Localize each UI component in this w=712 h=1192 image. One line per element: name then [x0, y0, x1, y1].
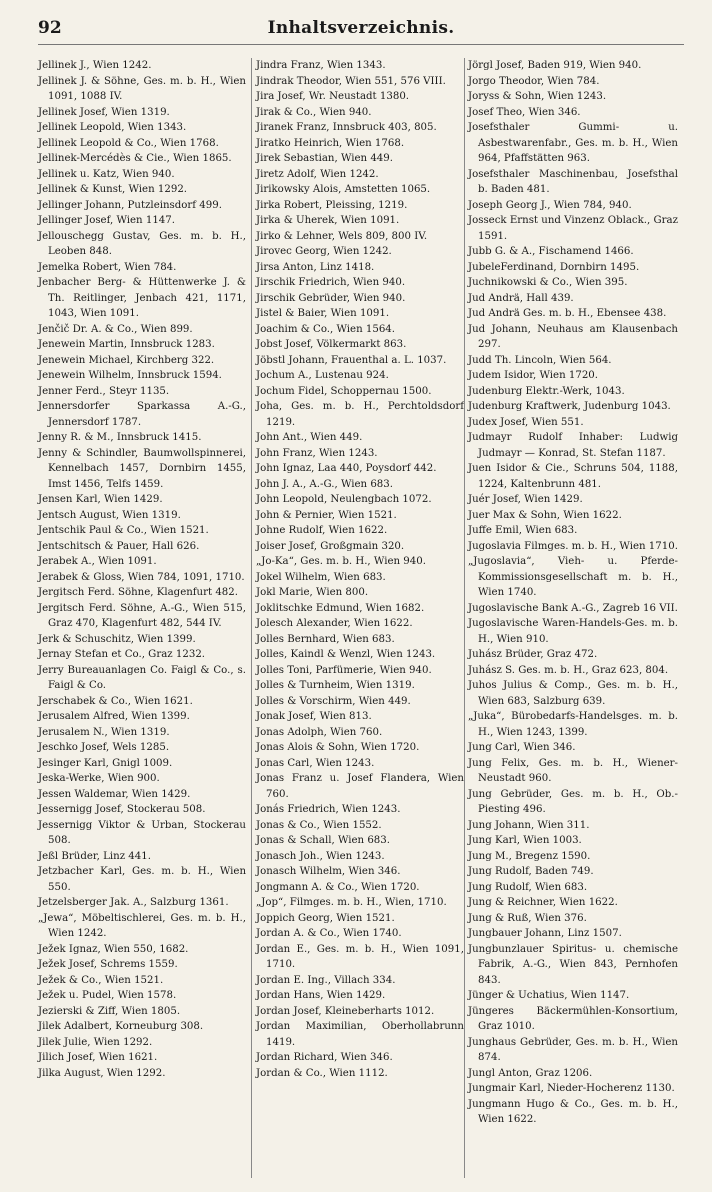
index-entry: Jenewein Wilhelm, Innsbruck 1594. [38, 370, 222, 381]
index-entry: Jung & Reichner, Wien 1622. [468, 897, 618, 908]
index-entry: Jöbstl Johann, Frauenthal a. L. 1037. [256, 354, 447, 366]
index-entry: Jindra Franz, Wien 1343. [256, 60, 386, 71]
column-divider [251, 58, 252, 1178]
index-entry: Jellinek Leopold, Wien 1343. [38, 122, 187, 133]
index-entry: „Jop“, Filmges. m. b. H., Wien, 1710. [256, 897, 447, 908]
index-entry: Jellinek Leopold & Co., Wien 1768. [38, 137, 219, 149]
index-entry: Jonasch Wilhelm, Wien 346. [256, 866, 401, 877]
index-entry: Jung & Ruß, Wien 376. [468, 912, 587, 924]
index-entry: John J. A., A.-G., Wien 683. [256, 478, 394, 490]
index-entry: Jirka & Uherek, Wien 1091. [256, 215, 400, 226]
index-entry: Jobst Josef, Völkermarkt 863. [256, 339, 407, 350]
index-entry: Jonas Adolph, Wien 760. [256, 726, 383, 738]
index-entry: Jolesch Alexander, Wien 1622. [256, 618, 413, 629]
index-entry: Jerk & Schuschitz, Wien 1399. [38, 633, 196, 645]
index-entry: Jirschik Friedrich, Wien 940. [256, 277, 406, 288]
index-entry: Jesinger Karl, Gnigl 1009. [38, 757, 173, 769]
index-entry: Jerry Bureauanlagen Co. Faigl & Co., s. Faigl & Co. [38, 664, 250, 691]
index-entry: Jochum Fidel, Schoppernau 1500. [256, 385, 432, 397]
index-entry: Jordan A. & Co., Wien 1740. [256, 928, 402, 939]
index-entry: Joachim & Co., Wien 1564. [256, 323, 396, 335]
index-entry: Jenewein Martin, Innsbruck 1283. [38, 339, 215, 350]
index-entry: Jergitsch Ferd. Söhne, Klagenfurt 482. [38, 587, 239, 598]
index-entry: Joiser Josef, Großgmain 320. [256, 540, 405, 552]
index-entry: Jung Gebrüder, Ges. m. b. H., Ob.-Piesting 496. [468, 788, 678, 815]
index-entry: Jindrak Theodor, Wien 551, 576 VIII. [256, 75, 446, 87]
index-entry: Jung Carl, Wien 346. [468, 742, 576, 753]
index-entry: Juhász S. Ges. m. b. H., Graz 623, 804. [468, 664, 669, 676]
index-entry: Joseph Georg J., Wien 784, 940. [468, 199, 632, 211]
index-entry: Jung Karl, Wien 1003. [468, 835, 582, 846]
index-entry: Judmayr Rudolf Inhaber: Ludwig Judmayr — Konrad, St. Stefan 1187. [468, 432, 682, 459]
index-entry: Jung Rudolf, Wien 683. [468, 881, 588, 893]
index-entry: John Franz, Wien 1243. [256, 447, 378, 459]
index-entry: John Leopold, Neulengbach 1072. [256, 494, 432, 505]
index-entry: Jemelka Robert, Wien 784. [38, 261, 177, 273]
index-entry: Jellinger Josef, Wien 1147. [38, 215, 176, 226]
index-entry: Jirek Sebastian, Wien 449. [256, 153, 394, 164]
index-entry: Jiranek Franz, Innsbruck 403, 805. [256, 122, 437, 133]
index-entry: Jordan E., Ges. m. b. H., Wien 1091, 1710. [256, 943, 468, 970]
index-entry: Judenburg Kraftwerk, Judenburg 1043. [468, 401, 671, 412]
index-entry: Jessernigg Josef, Stockerau 508. [38, 804, 206, 815]
index-entry: Ježek Josef, Schrems 1559. [38, 959, 178, 970]
index-entry: Jenny & Schindler, Baumwollspinnerei, Kennelbach 1457, Dornbirn 1455, Imst 1456, Telfs 1459. [38, 447, 250, 490]
index-entry: Josef Theo, Wien 346. [468, 106, 581, 118]
index-entry: Jüngeres Bäckermühlen-Konsortium, Graz 1010. [468, 1005, 682, 1032]
index-entry: Jungmair Karl, Nieder-Hocherenz 1130. [468, 1083, 675, 1094]
index-entry: Jung Felix, Ges. m. b. H., Wiener-Neustadt 960. [468, 757, 678, 784]
index-column-2 [256, 58, 468, 1178]
page-title: Inhaltsverzeichnis. [267, 18, 455, 38]
index-entry: Jenewein Michael, Kirchberg 322. [38, 354, 215, 366]
index-entry: Jiratko Heinrich, Wien 1768. [256, 137, 405, 149]
index-entry: Ježek Ignaz, Wien 550, 1682. [38, 943, 189, 955]
index-entry: Jörgl Josef, Baden 919, Wien 940. [468, 60, 642, 71]
index-entry: Jensen Karl, Wien 1429. [38, 494, 163, 505]
index-entry: Jolles & Turnheim, Wien 1319. [256, 680, 415, 691]
index-entry: Jenny R. & M., Innsbruck 1415. [38, 432, 202, 443]
index-entry: Jirka Robert, Pleissing, 1219. [256, 199, 408, 211]
index-entry: Jilek Julie, Wien 1292. [38, 1036, 153, 1048]
index-entry: Joha, Ges. m. b. H., Perchtoldsdorf 1219. [256, 401, 468, 428]
index-entry: Jerabek & Gloss, Wien 784, 1091, 1710. [38, 571, 245, 583]
index-entry: Jonás Friedrich, Wien 1243. [256, 804, 401, 815]
index-entry: Jellinek J., Wien 1242. [38, 60, 152, 71]
index-entry: Jellouschegg Gustav, Ges. m. b. H., Leoben 848. [38, 230, 250, 257]
index-entry: Jirovec Georg, Wien 1242. [256, 246, 392, 257]
index-entry: Jirikowsky Alois, Amstetten 1065. [256, 184, 431, 195]
index-entry: „Jugoslavia“, Vieh- u. Pferde-Kommissionsgesellschaft m. b. H., Wien 1740. [468, 556, 682, 598]
index-entry: Jilek Adalbert, Korneuburg 308. [38, 1021, 204, 1032]
index-entry: Jugoslavische Bank A.-G., Zagreb 16 VII. [468, 602, 678, 614]
index-entry: Jung Rudolf, Baden 749. [468, 866, 594, 877]
index-entry: Jellinek-Mercédès & Cie., Wien 1865. [38, 153, 232, 164]
index-entry: Jeska-Werke, Wien 900. [38, 773, 160, 784]
index-entry: Jokel Wilhelm, Wien 683. [256, 571, 386, 583]
index-entry: Jenner Ferd., Steyr 1135. [38, 385, 170, 397]
index-entry: Jellinek J. & Söhne, Ges. m. b. H., Wien 1091, 1088 IV. [38, 75, 250, 102]
index-entry: Jordan Hans, Wien 1429. [256, 990, 386, 1001]
index-entry: Joryss & Sohn, Wien 1243. [468, 91, 607, 102]
index-entry: Juffe Emil, Wien 683. [468, 525, 578, 536]
index-entry: Jordan E. Ing., Villach 334. [256, 974, 396, 986]
index-entry: Jira Josef, Wr. Neustadt 1380. [256, 91, 410, 102]
index-entry: Jung M., Bregenz 1590. [468, 850, 591, 862]
index-entry: Jessen Waldemar, Wien 1429. [38, 788, 191, 800]
index-entry: Jellinger Johann, Putzleinsdorf 499. [38, 199, 222, 211]
index-entry: Juer Max & Sohn, Wien 1622. [468, 509, 622, 521]
index-entry: Judem Isidor, Wien 1720. [468, 370, 599, 381]
index-entry: Jirsa Anton, Linz 1418. [256, 261, 375, 273]
index-entry: Jerusalem N., Wien 1319. [38, 726, 170, 738]
index-entry: Jilka August, Wien 1292. [38, 1067, 166, 1079]
index-entry: Josefsthaler Gummi- u. Asbestwarenfabr., Ges. m. b. H., Wien 964, Pfaffstätten 963. [468, 122, 682, 164]
index-entry: Jungbauer Johann, Linz 1507. [468, 928, 622, 939]
index-entry: Jud Andrä Ges. m. b. H., Ebensee 438. [468, 308, 667, 319]
index-entry: Jentschitsch & Pauer, Hall 626. [38, 540, 200, 552]
index-entry: „Juka“, Bürobedarfs-Handelsges. m. b. H., Wien 1243, 1399. [468, 711, 682, 738]
index-entry: Jenbacher Berg- & Hüttenwerke J. & Th. Reitlinger, Jenbach 421, 1171, 1043, Wien 1091. [38, 277, 250, 319]
index-entry: Jilich Josef, Wien 1621. [38, 1052, 158, 1063]
index-entry: Juen Isidor & Cie., Schruns 504, 1188, 1224, Kaltenbrunn 481. [468, 463, 682, 490]
index-entry: Joppich Georg, Wien 1521. [256, 912, 395, 924]
index-entry: Jolles, Kaindl & Wenzl, Wien 1243. [256, 649, 436, 660]
index-entry: Jugoslavia Filmges. m. b. H., Wien 1710. [468, 540, 678, 552]
index-entry: Josefsthaler Maschinenbau, Josefsthal b. Baden 481. [468, 168, 682, 195]
index-entry: Jonas & Co., Wien 1552. [256, 819, 382, 831]
index-entry: Judenburg Elektr.-Werk, 1043. [468, 385, 625, 397]
index-entry: Jentschik Paul & Co., Wien 1521. [38, 525, 209, 536]
index-entry: Juhos Julius & Comp., Ges. m. b. H., Wien 683, Salzburg 639. [468, 680, 682, 707]
index-entry: Jezierski & Ziff, Wien 1805. [38, 1005, 181, 1017]
index-entry: Jeschko Josef, Wels 1285. [38, 742, 170, 753]
index-entry: Judex Josef, Wien 551. [468, 416, 584, 428]
index-entry: Junghaus Gebrüder, Ges. m. b. H., Wien 874. [468, 1036, 682, 1063]
index-entry: Jerabek A., Wien 1091. [38, 556, 157, 567]
index-entry: Jerschabek & Co., Wien 1621. [38, 695, 193, 707]
index-entry: JubeleFerdinand, Dornbirn 1495. [468, 261, 640, 273]
index-entry: „Jo-Ka“, Ges. m. b. H., Wien 940. [256, 556, 426, 567]
page-header [38, 10, 684, 45]
index-entry: Johne Rudolf, Wien 1622. [256, 525, 388, 536]
index-entry: Joklitschke Edmund, Wien 1682. [256, 602, 425, 614]
index-entry: Jonas Alois & Sohn, Wien 1720. [256, 742, 420, 753]
index-entry: Ježek u. Pudel, Wien 1578. [38, 990, 177, 1001]
index-entry: Jistel & Baier, Wien 1091. [256, 308, 390, 319]
index-entry: Jellinek u. Katz, Wien 940. [38, 168, 175, 180]
index-entry: Josseck Ernst und Vinzenz Oblack., Graz 1591. [468, 215, 682, 242]
index-entry: Jorgo Theodor, Wien 784. [468, 75, 600, 87]
index-entry: „Jewa“, Möbeltischlerei, Ges. m. b. H., Wien 1242. [38, 912, 250, 939]
index-entry: Jungmann Hugo & Co., Ges. m. b. H., Wien 1622. [468, 1098, 682, 1125]
index-entry: Jeßl Brüder, Linz 441. [38, 850, 151, 862]
index-entry: Juér Josef, Wien 1429. [468, 494, 583, 505]
index-column-3 [468, 58, 682, 1178]
index-entry: Jordan Richard, Wien 346. [256, 1052, 393, 1063]
index-entry: Jokl Marie, Wien 800. [256, 587, 369, 598]
index-entry: Jungl Anton, Graz 1206. [468, 1067, 593, 1079]
index-entry: Jiretz Adolf, Wien 1242. [256, 168, 379, 180]
index-entry: Jochum A., Lustenau 924. [256, 370, 389, 381]
index-entry: Jolles & Vorschirm, Wien 449. [256, 695, 411, 707]
index-entry: Jud Andrä, Hall 439. [468, 292, 574, 304]
index-entry: Jordan Josef, Kleineberharts 1012. [256, 1005, 435, 1017]
index-entry: Jergitsch Ferd. Söhne, A.-G., Wien 515, Graz 470, Klagenfurt 482, 544 IV. [38, 602, 250, 629]
index-entry: Jerusalem Alfred, Wien 1399. [38, 711, 190, 722]
index-entry: Jonak Josef, Wien 813. [256, 711, 372, 722]
index-entry: Jirko & Lehner, Wels 809, 800 IV. [256, 230, 428, 242]
index-entry: Juhász Brüder, Graz 472. [468, 649, 598, 660]
index-entry: Jordan Maximilian, Oberhollabrunn 1419. [256, 1021, 468, 1048]
index-entry: Ježek & Co., Wien 1521. [38, 974, 164, 986]
index-entry: Juchnikowski & Co., Wien 395. [468, 277, 628, 288]
index-entry: Jessernigg Viktor & Urban, Stockerau 508. [38, 819, 250, 846]
index-entry: Jongmann A. & Co., Wien 1720. [256, 881, 420, 893]
index-entry: Jonas & Schall, Wien 683. [256, 835, 390, 846]
index-entry: Judd Th. Lincoln, Wien 564. [468, 354, 612, 366]
index-entry: Jellinek Josef, Wien 1319. [38, 106, 170, 118]
index-entry: Jolles Bernhard, Wien 683. [256, 633, 395, 645]
index-entry: John & Pernier, Wien 1521. [256, 509, 397, 521]
index-entry: Jugoslavische Waren-Handels-Ges. m. b. H., Wien 910. [468, 618, 682, 645]
index-entry: Jonas Franz u. Josef Flandera, Wien 760. [256, 773, 468, 800]
index-entry: Jernay Stefan et Co., Graz 1232. [38, 649, 206, 660]
index-entry: Jubb G. & A., Fischamend 1466. [468, 246, 634, 257]
index-entry: Jonasch Joh., Wien 1243. [256, 850, 385, 862]
index-entry: Jordan & Co., Wien 1112. [256, 1067, 388, 1079]
column-divider [464, 58, 465, 1178]
index-entry: Jetzelsberger Jak. A., Salzburg 1361. [38, 897, 229, 908]
index-entry: Jolles Toni, Parfümerie, Wien 940. [256, 664, 432, 676]
index-entry: Jirschik Gebrüder, Wien 940. [256, 292, 406, 304]
index-column-1 [38, 58, 250, 1178]
index-entry: Jungbunzlauer Spiritus- u. chemische Fabrik, A.-G., Wien 843, Pernhofen 843. [468, 943, 682, 986]
index-columns [38, 58, 682, 1178]
index-entry: John Ant., Wien 449. [256, 432, 363, 443]
index-entry: Jellinek & Kunst, Wien 1292. [38, 184, 188, 195]
index-entry: Jirak & Co., Wien 940. [256, 106, 372, 118]
index-entry: Jetzbacher Karl, Ges. m. b. H., Wien 550. [38, 866, 250, 893]
index-entry: Jung Johann, Wien 311. [468, 819, 590, 831]
page-number: 92 [38, 18, 62, 38]
index-entry: Jentsch August, Wien 1319. [38, 509, 181, 521]
index-entry: Jud Johann, Neuhaus am Klausenbach 297. [468, 323, 682, 350]
index-entry: Jonas Carl, Wien 1243. [256, 757, 375, 769]
index-entry: John Ignaz, Laa 440, Poysdorf 442. [256, 463, 437, 474]
index-entry: Jünger & Uchatius, Wien 1147. [468, 990, 630, 1001]
index-entry: Jennersdorfer Sparkassa A.-G., Jennersdorf 1787. [38, 401, 250, 428]
index-entry: Jenčič Dr. A. & Co., Wien 899. [38, 323, 193, 335]
